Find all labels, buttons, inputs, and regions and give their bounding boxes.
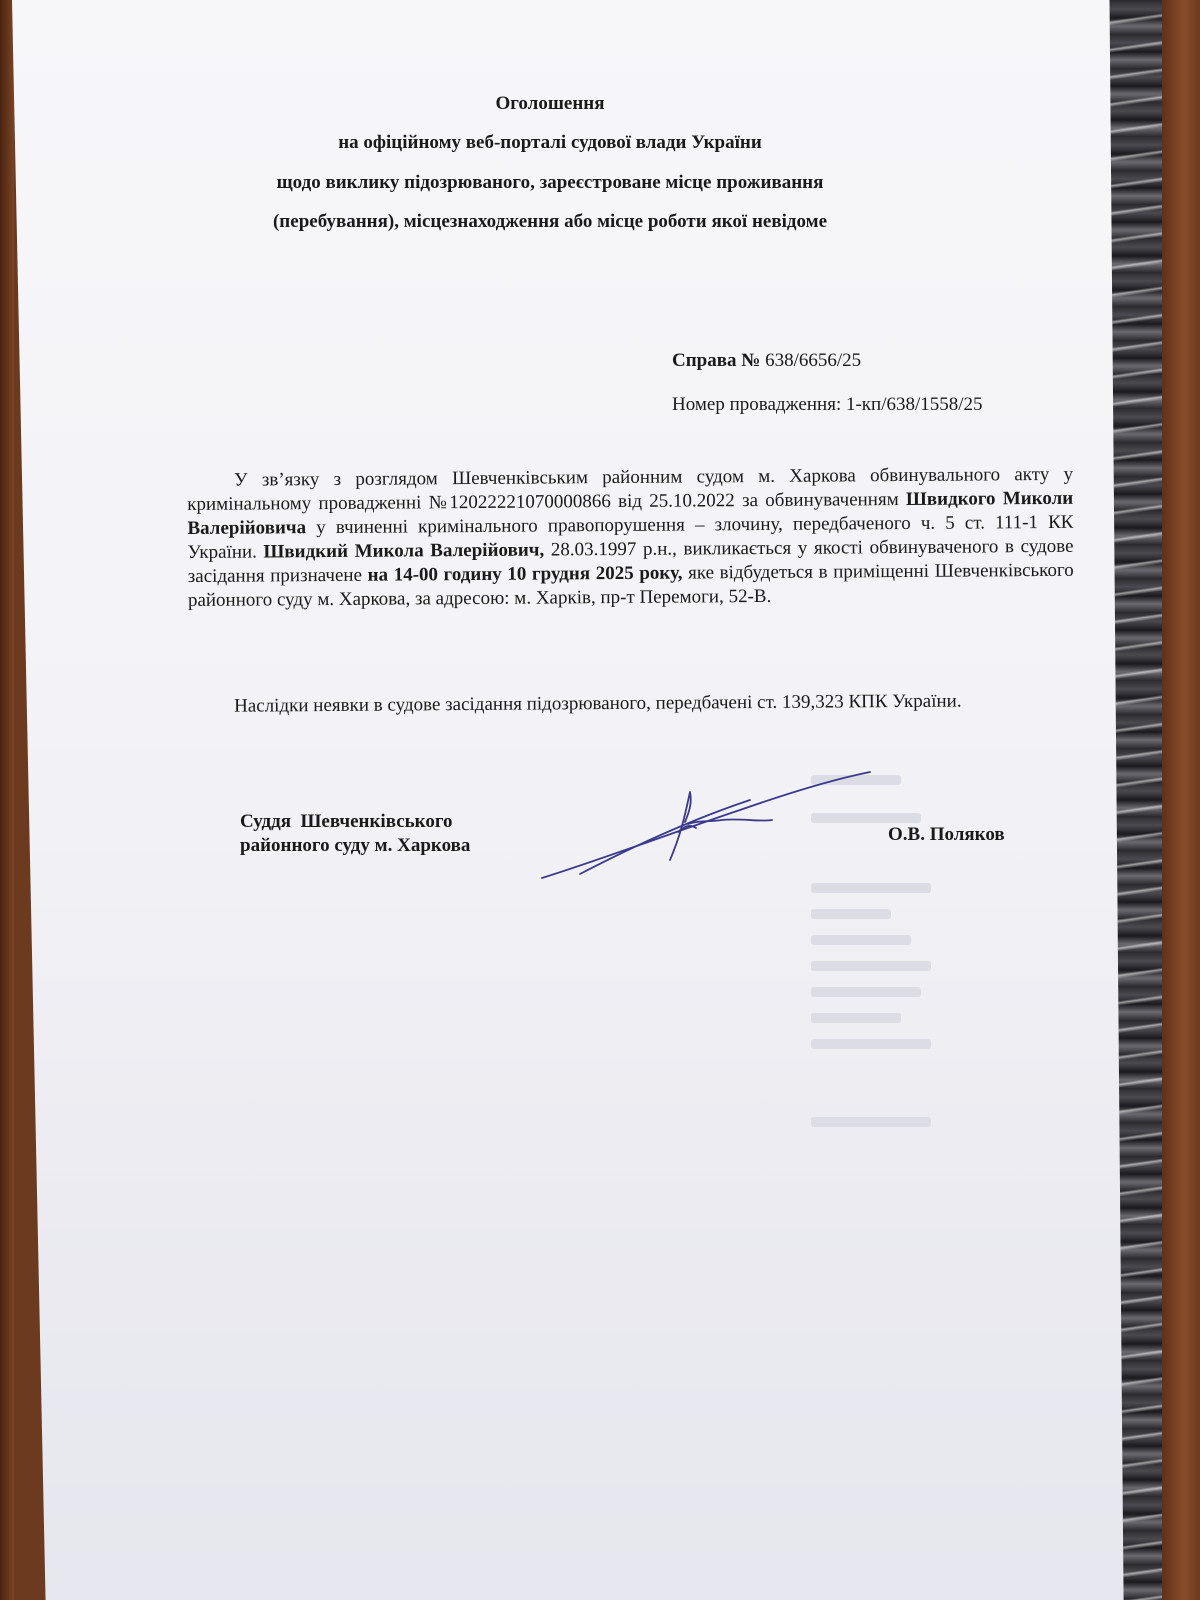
desk-right-edge <box>1160 0 1200 1600</box>
title-line-4: (перебування), місцезнаходження або місце роботи якої невідоме <box>272 211 827 232</box>
case-number-value: 638/6656/25 <box>765 350 862 371</box>
proceeding-number: Номер провадження: 1-кп/638/1558/25 <box>672 394 983 415</box>
accused-name: Швидкий Микола Валерійович, <box>263 539 545 563</box>
title-line-1: Оголошення <box>495 93 605 114</box>
title-line-2: на офіційному веб-порталі судової влади України <box>338 132 762 153</box>
summons-text-a: У зв’язку з розглядом Шевченківським районним судом м. Харкова обвинувального акту у кримінальному провадженні №12022221070000866 від 25.10.2022 за обвинуваченням <box>187 463 1074 515</box>
case-number <box>672 350 861 372</box>
case-label: Справа № <box>672 350 761 371</box>
hearing-datetime: на 14-00 годину 10 грудня 2025 року, <box>367 562 683 586</box>
desk-left-edge <box>0 0 14 1600</box>
summons-text-b: у вчиненні кримінального правопорушення – злочину, передбаченого ч. 5 ст. 111-1 КК України. <box>187 511 1074 563</box>
summons-text-d: яке відбудеться в приміщенні Шевченківського районного суду м. Харкова, за адресою: м. Харків, пр-т Перемоги, 52-В. <box>187 559 1074 611</box>
accused-name-genitive: Швидкого Миколи Валерійовича <box>187 487 1074 539</box>
summons-paragraph <box>187 463 1074 613</box>
handwritten-signature <box>540 770 880 910</box>
judge-name: О.В. Поляков <box>888 824 1005 845</box>
consequences-paragraph: Наслідки неявки в судове засідання підозрюваного, передбачені ст. 139,323 КПК України. <box>234 690 962 717</box>
summons-text-c: 28.03.1997 р.н., викликається у якості обвинуваченого в судове засідання призначене <box>187 535 1074 587</box>
title-line-3: щодо виклику підозрюваного, зареєстроване місце проживання <box>276 172 824 193</box>
judge-position-line-2: районного суду м. Харкова <box>240 835 471 856</box>
judge-position-line-1: Суддя Шевченківського <box>240 811 453 832</box>
judge-position <box>240 810 470 858</box>
